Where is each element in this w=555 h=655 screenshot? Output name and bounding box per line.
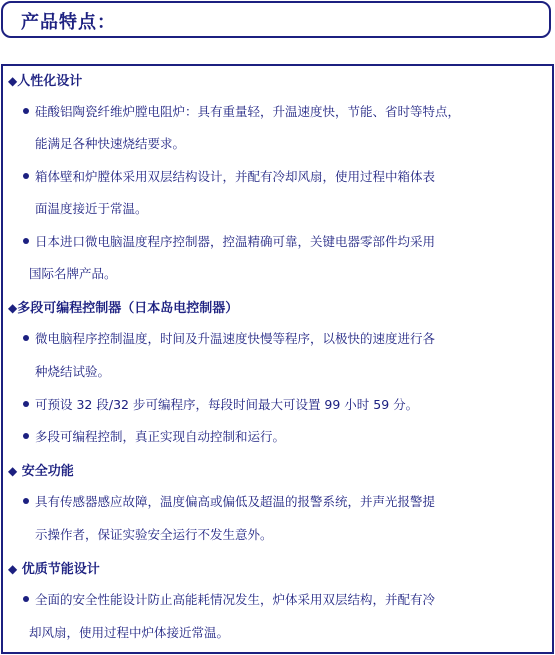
- feature-line: 全面的安全性能设计防止高能耗情况发生，炉体采用双层结构，并配有冷: [35, 592, 436, 607]
- feature-line: 箱体壁和炉膛体采用双层结构设计，并配有冷却风扇，使用过程中箱体表: [35, 169, 436, 184]
- diamond-icon: ◆: [8, 74, 18, 88]
- feature-line: 日本进口微电脑温度程序控制器，控温精确可靠，关键电器零部件均采用: [35, 234, 436, 249]
- feature-line: 硅酸铝陶瓷纤维炉膛电阻炉：具有重量轻，升温速度快，节能、省时等特点，: [35, 104, 461, 119]
- feature-line: 面温度接近于常温。: [35, 201, 148, 216]
- section-heading: ◆ 安全功能: [8, 464, 74, 479]
- bullet-dot-icon: [23, 401, 29, 407]
- feature-line: 微电脑程序控制温度，时间及升温速度快慢等程序，以极快的速度进行各: [35, 331, 436, 346]
- section-heading: ◆人性化设计: [8, 74, 83, 89]
- page-title: 产品特点：: [21, 12, 116, 33]
- feature-line: 可预设 32 段/32 步可编程序，每段时间最大可设置 99 小时 59 分。: [35, 397, 419, 412]
- section-heading: ◆多段可编程控制器（日本岛电控制器）: [8, 301, 239, 316]
- bullet-dot-icon: [23, 335, 29, 341]
- feature-line: 却风扇，使用过程中炉体接近常温。: [29, 625, 230, 640]
- bullet-dot-icon: [23, 498, 29, 504]
- section-heading: ◆ 优质节能设计: [8, 562, 100, 577]
- bullet-dot-icon: [23, 433, 29, 439]
- feature-line: 种烧结试验。: [35, 364, 111, 379]
- bullet-dot-icon: [23, 173, 29, 179]
- bullet-dot-icon: [23, 596, 29, 602]
- bullet-dot-icon: [23, 108, 29, 114]
- feature-line: 多段可编程控制，真正实现自动控制和运行。: [35, 429, 286, 444]
- feature-line: 能满足各种快速烧结要求。: [35, 136, 186, 151]
- diamond-icon: ◆: [8, 464, 18, 478]
- bullet-dot-icon: [23, 238, 29, 244]
- panel-bottom-border: [1, 652, 554, 654]
- feature-line: 具有传感器感应故障，温度偏高或偏低及超温的报警系统，并声光报警提: [35, 494, 436, 509]
- feature-line: 示操作者，保证实验安全运行不发生意外。: [35, 527, 273, 542]
- diamond-icon: ◆: [8, 562, 18, 576]
- diamond-icon: ◆: [8, 301, 18, 315]
- feature-line: 国际名牌产品。: [29, 266, 117, 281]
- title-box: [1, 1, 551, 38]
